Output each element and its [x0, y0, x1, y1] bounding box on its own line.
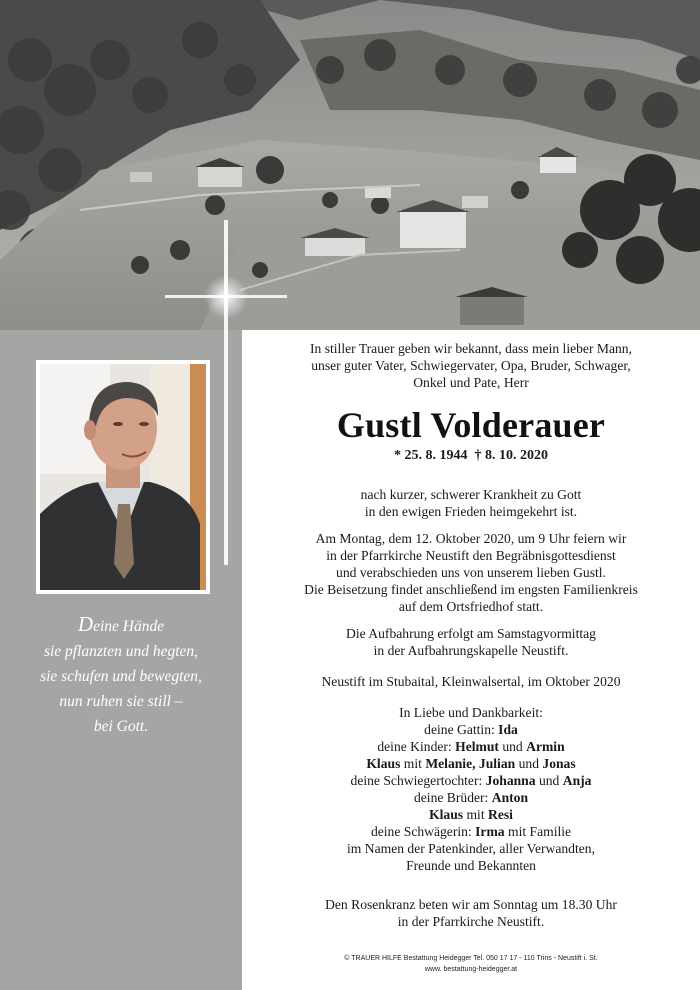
- poem-line-3: sie schufen und bewegten,: [40, 668, 202, 685]
- passing-line: nach kurzer, schwerer Krankheit zu Gott: [360, 487, 582, 502]
- poem-line-5: bei Gott.: [93, 718, 149, 735]
- service-line: in der Pfarrkirche Neustift den Begräbnisgottesdienst: [326, 548, 616, 563]
- intro-line: unser guter Vater, Schwiegervater, Opa, Bruder, Schwager,: [311, 358, 631, 373]
- obituary-text: [268, 340, 674, 930]
- deceased-name: Gustl Volderauer: [336, 405, 606, 445]
- viewing-line: Die Aufbahrung erfolgt am Samstagvormittag: [346, 626, 596, 641]
- mourner-others: im Namen der Patenkinder, aller Verwandten,: [347, 841, 595, 856]
- poem: [10, 612, 232, 739]
- passing-line: in den ewigen Frieden heimgekehrt ist.: [364, 504, 578, 519]
- rosary-line: Den Rosenkranz beten wir am Sonntag um 18.30 Uhr: [325, 897, 617, 912]
- mourner-wife: deine Gattin: Ida: [424, 722, 518, 737]
- mourner-daughters-in-law: deine Schwiegertochter: Johanna und Anja: [350, 773, 592, 788]
- poem-line-4: nun ruhen sie still –: [59, 693, 183, 710]
- life-dates: [268, 447, 674, 464]
- viewing-line: in der Aufbahrungskapelle Neustift.: [373, 643, 569, 658]
- service-line: auf dem Ortsfriedhof statt.: [398, 599, 544, 614]
- mourner-grandchildren: Klaus mit Melanie, Julian und Jonas: [366, 756, 576, 771]
- intro-line: In stiller Trauer geben wir bekannt, dass mein lieber Mann,: [309, 341, 633, 356]
- service-line: Die Beisetzung findet anschließend im engsten Familienkreis: [304, 582, 638, 597]
- mourner-brothers: deine Brüder: Anton: [413, 790, 529, 805]
- portrait-photo: [36, 360, 210, 594]
- footer-website: www. bestattung-heidegger.at: [424, 966, 518, 973]
- footer: [268, 953, 674, 975]
- poem-line-2: sie pflanzten und hegten,: [43, 643, 199, 660]
- poem-line-1: Deine Hände: [77, 612, 165, 636]
- mourner-children: deine Kinder: Helmut und Armin: [377, 739, 565, 754]
- place-date: Neustift im Stubaital, Kleinwalsertal, im Oktober 2020: [321, 674, 621, 689]
- footer-funeral-home: © TRAUER HILFE Bestattung Heidegger Tel. 050 17 17 - 110 Trins - Neustift i. St.: [344, 955, 598, 962]
- mourner-sister-in-law: deine Schwägerin: Irma mit Familie: [370, 824, 572, 839]
- mourners-intro: In Liebe und Dankbarkeit:: [399, 705, 543, 720]
- landscape-photo: [0, 0, 700, 330]
- birth-date: * 25. 8. 1944: [394, 448, 468, 463]
- mourner-brother-2: Klaus mit Resi: [429, 807, 513, 822]
- rosary-line: in der Pfarrkirche Neustift.: [397, 914, 545, 929]
- intro-line: Onkel und Pate, Herr: [413, 375, 529, 390]
- mourner-others: Freunde und Bekannten: [406, 858, 536, 873]
- service-line: Am Montag, dem 12. Oktober 2020, um 9 Uhr feiern wir: [315, 531, 627, 546]
- death-date: † 8. 10. 2020: [474, 448, 548, 463]
- service-line: und verabschieden uns von unserem lieben Gustl.: [336, 565, 606, 580]
